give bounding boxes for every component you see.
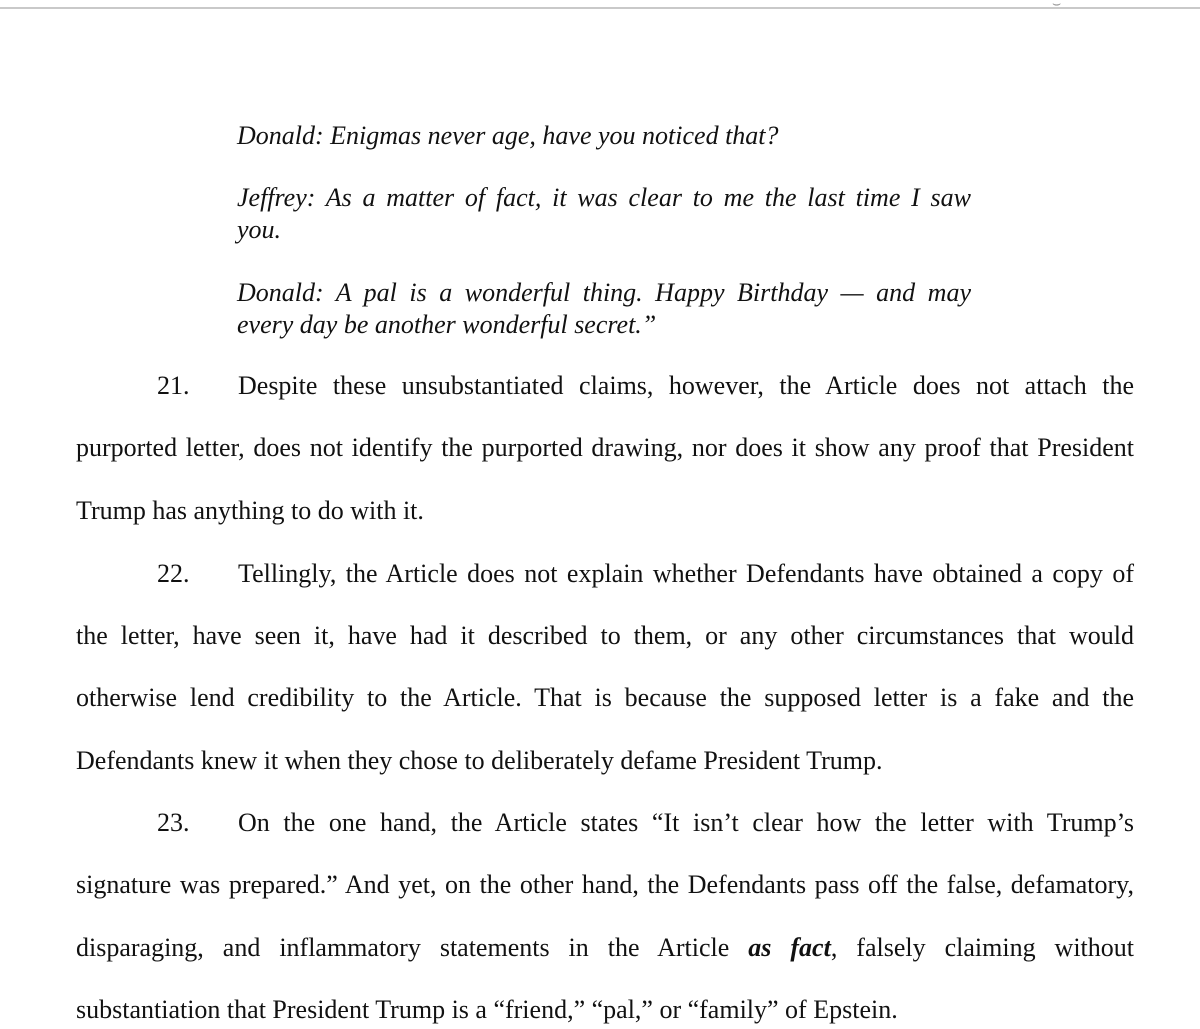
paragraph-21-line-1: Despite these unsubstantiated claims, however, the Article does not attach the: [238, 371, 1134, 400]
emphasis-as-fact: as fact: [748, 933, 831, 962]
page-top-rule: [0, 7, 1200, 9]
paragraph-23-line-2: signature was prepared.” And yet, on the other hand, the Defendants pass off the false, defamatory,: [76, 870, 1134, 899]
paragraph-22-line-3: otherwise lend credibility to the Article. That is because the supposed letter is a fake and the: [76, 683, 1134, 712]
paragraph-23-line-3-tail: , falsely claiming without: [830, 933, 1134, 962]
paragraph-number-22: 22.: [157, 559, 190, 588]
quote-line-jeffrey-1: Jeffrey: As a matter of fact, it was clear to me the last time I saw: [237, 183, 971, 212]
quote-line-donald-1: Donald: Enigmas never age, have you noticed that?: [237, 121, 779, 150]
cropped-header-mark: ⌣: [1052, 0, 1062, 12]
quote-line-donald-3: every day be another wonderful secret.”: [237, 310, 657, 339]
paragraph-22-line-4: Defendants knew it when they chose to deliberately defame President Trump.: [76, 746, 883, 775]
quote-line-donald-2: Donald: A pal is a wonderful thing. Happy Birthday — and may: [237, 278, 971, 307]
paragraph-21-line-3: Trump has anything to do with it.: [76, 496, 424, 525]
paragraph-number-21: 21.: [157, 371, 190, 400]
paragraph-23-line-3-text: disparaging, and inflammatory statements in the Article: [76, 933, 730, 962]
paragraph-23-line-3: [76, 933, 1134, 963]
paragraph-21-line-2: purported letter, does not identify the purported drawing, nor does it show any proof that President: [76, 433, 1134, 462]
paragraph-number-23: 23.: [157, 808, 190, 837]
quote-line-jeffrey-2: you.: [237, 215, 282, 244]
paragraph-23-line-4: substantiation that President Trump is a “friend,” “pal,” or “family” of Epstein.: [76, 995, 898, 1024]
paragraph-23-line-1: On the one hand, the Article states “It isn’t clear how the letter with Trump’s: [238, 808, 1134, 837]
paragraph-22-line-1: Tellingly, the Article does not explain whether Defendants have obtained a copy of: [238, 559, 1134, 588]
paragraph-22-line-2: the letter, have seen it, have had it described to them, or any other circumstances that would: [76, 621, 1134, 650]
